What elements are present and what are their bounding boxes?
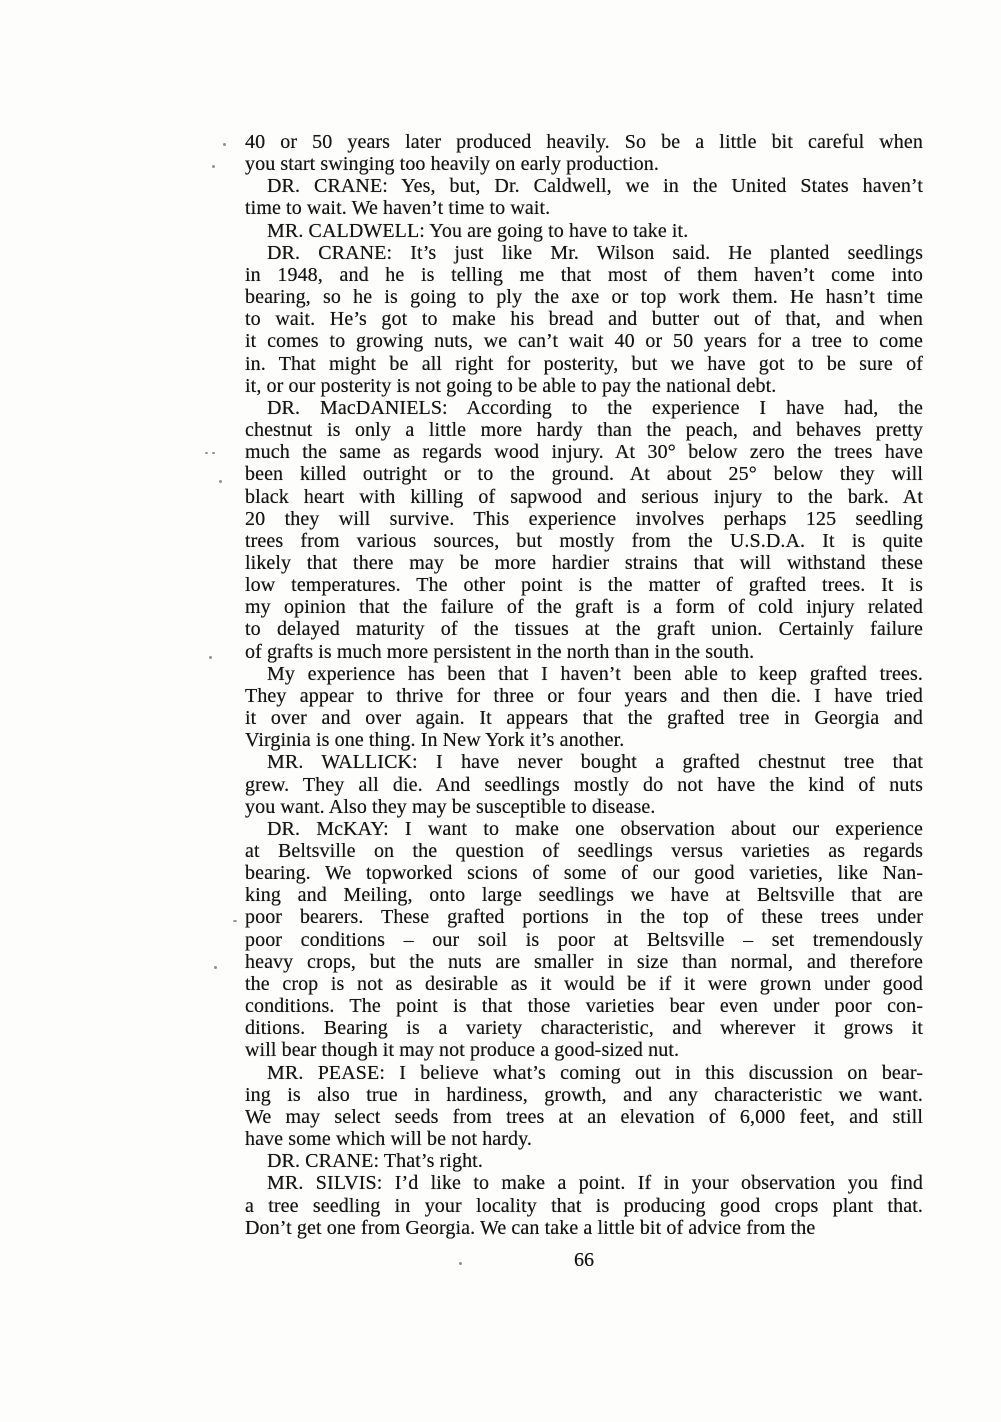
text-line: heavy crops, but the nuts are smaller in size than normal, and therefore <box>245 950 923 973</box>
paragraph <box>245 220 923 242</box>
text-line: been killed outright or to the ground. At about 25° below they will <box>245 463 923 486</box>
text-line: of grafts is much more persistent in the north than in the south. <box>245 640 755 663</box>
text-line: you start swinging too heavily on early production. <box>245 153 659 176</box>
text-line: My experience has been that I haven’t been able to keep grafted trees. <box>267 662 923 685</box>
scan-speck <box>223 143 226 146</box>
text-line: at Beltsville on the question of seedlings versus varieties as regards <box>245 840 923 862</box>
paragraph <box>245 397 923 663</box>
paragraph <box>245 175 923 219</box>
scan-speck <box>214 966 217 969</box>
text-line: a tree seedling in your locality that is producing good crops plant that. <box>245 1194 923 1217</box>
scan-speck <box>459 1262 462 1265</box>
text-line: it comes to growing nuts, we can’t wait 40 or 50 years for a tree to come <box>245 330 923 353</box>
text-line: will bear though it may not produce a good-sized nut. <box>245 1039 680 1062</box>
text-line: much the same as regards wood injury. At 30° below zero the trees have <box>245 441 923 464</box>
text-line: poor conditions – our soil is poor at Beltsville – set tremendously <box>245 928 923 951</box>
scan-speck <box>205 452 208 454</box>
scan-speck <box>212 452 215 454</box>
text-line: time to wait. We haven’t time to wait. <box>245 197 551 220</box>
text-line: grew. They all die. And seedlings mostly do not have the kind of nuts <box>245 773 923 796</box>
paragraph <box>245 751 923 817</box>
page-number: 66 <box>574 1249 594 1271</box>
text-line: DR. CRANE: That’s right. <box>267 1150 483 1173</box>
text-line: in 1948, and he is telling me that most of them haven’t come into <box>245 263 923 286</box>
text-line: MR. CALDWELL: You are going to have to take it. <box>267 219 689 242</box>
text-line: it over and over again. It appears that the grafted tree in Georgia and <box>245 707 923 730</box>
text-line: Virginia is one thing. In New York it’s another. <box>245 729 625 752</box>
text-line: chestnut is only a little more hardy than the peach, and behaves pretty <box>245 419 923 442</box>
text-line: We may select seeds from trees at an elevation of 6,000 feet, and still <box>245 1105 923 1128</box>
text-line: Don’t get one from Georgia. We can take a little bit of advice from the <box>245 1216 816 1239</box>
scan-speck <box>233 920 237 922</box>
text-line: ditions. Bearing is a variety characteristic, and wherever it grows it <box>245 1017 923 1040</box>
text-line: low temperatures. The other point is the matter of grafted trees. It is <box>245 574 923 597</box>
text-line: in. That might be all right for posterity, but we have got to be sure of <box>245 352 923 375</box>
scan-speck <box>212 165 215 168</box>
text-line: They appear to thrive for three or four years and then die. I have tried <box>245 684 923 707</box>
text-line: have some which will be not hardy. <box>245 1128 533 1151</box>
text-line: ing is also true in hardiness, growth, and any characteristic we want. <box>245 1083 923 1106</box>
paragraph <box>245 1062 923 1151</box>
text-line: poor bearers. These grafted portions in the top of these trees under <box>245 906 923 929</box>
text-line: trees from various sources, but mostly from the U.S.D.A. It is quite <box>245 529 923 552</box>
text-line: DR. McKAY: I want to make one observation about our experience <box>267 817 923 840</box>
text-line: DR. CRANE: It’s just like Mr. Wilson said. He planted seedlings <box>267 241 923 264</box>
text-line: MR. SILVIS: I’d like to make a point. If in your observation you find <box>267 1172 923 1195</box>
paragraph <box>245 663 923 752</box>
text-line: to delayed maturity of the tissues at the graft union. Certainly failure <box>245 618 923 641</box>
text-line: black heart with killing of sapwood and serious injury to the bark. At <box>245 485 923 508</box>
text-line: MR. WALLICK: I have never bought a grafted chestnut tree that <box>267 751 923 774</box>
text-line: conditions. The point is that those varieties bear even under poor con- <box>245 995 923 1018</box>
paragraph <box>245 242 923 397</box>
text-line: DR. CRANE: Yes, but, Dr. Caldwell, we in the United States haven’t <box>267 175 923 198</box>
text-line: my opinion that the failure of the graft is a form of cold injury related <box>245 596 923 619</box>
text-block <box>245 131 923 1239</box>
paragraph <box>245 131 923 175</box>
text-line: bearing, so he is going to ply the axe or top work them. He hasn’t time <box>245 286 923 309</box>
text-line: 40 or 50 years later produced heavily. So be a little bit careful when <box>245 131 923 153</box>
text-line: 20 they will survive. This experience involves perhaps 125 seedling <box>245 507 923 530</box>
text-line: you want. Also they may be susceptible to disease. <box>245 795 656 818</box>
scan-speck <box>219 480 222 483</box>
text-line: it, or our posterity is not going to be able to pay the national debt. <box>245 374 777 397</box>
paragraph <box>245 1150 923 1172</box>
text-line: MR. PEASE: I believe what’s coming out in this discussion on bear- <box>267 1061 923 1084</box>
paragraph <box>245 1172 923 1238</box>
text-line: likely that there may be more hardier strains that will withstand these <box>245 551 923 574</box>
paragraph <box>245 818 923 1062</box>
text-line: bearing. We topworked scions of some of our good varieties, like Nan- <box>245 862 923 885</box>
text-line: to wait. He’s got to make his bread and butter out of that, and when <box>245 308 923 331</box>
text-line: DR. MacDANIELS: According to the experience I have had, the <box>267 396 923 419</box>
text-line: the crop is not as desirable as it would be if it were grown under good <box>245 972 923 995</box>
scan-speck <box>209 656 212 659</box>
text-line: king and Meiling, onto large seedlings we have at Beltsville that are <box>245 884 923 907</box>
